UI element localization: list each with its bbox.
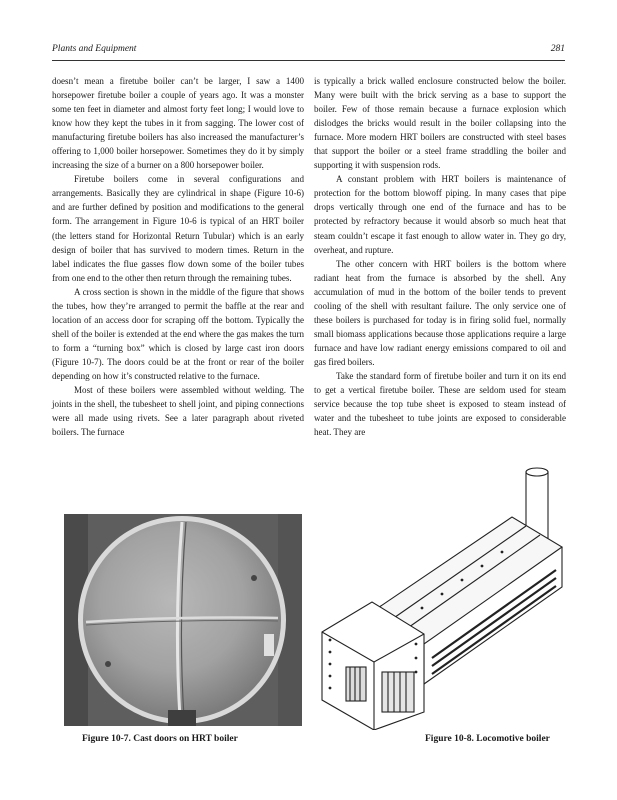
header-rule (52, 60, 565, 61)
paragraph: The other concern with HRT boilers is the bottom where radiant heat from the furnace is absorbed by the shell. Any accumulation of mud in the bottom of the boiler tends to prevent cooling of the shell with resultant failure. The only service one of these boilers is purchased for today is in firing solid fuel, normally small biomass applications because those applications require a large furnace and have low radiant energy emissions compared to oil and gas fired boilers. (314, 258, 566, 367)
figure-cast-doors-photo (64, 514, 302, 726)
page-number: 281 (550, 44, 565, 54)
paragraph: Take the standard form of firetube boiler and turn it on its end to get a vertical firetube boiler. These are seldom used for steam service because the top tube sheet is exposed to steam instead of water and the tubesheet to tube joints are exposed to considerable heat. They are (314, 370, 566, 438)
paragraph: Most of these boilers were assembled without welding. The joints in the shell, the tubesheet to shell joint, and piping connections were all made using rivets. See a later paragraph about riveted boilers. The furnace (52, 385, 304, 438)
paragraph: doesn’t mean a firetube boiler can’t be larger, I saw a 1400 horsepower firetube boiler a couple of years ago. It was a monster some ten feet in diameter and almost forty feet long; I would love to know how they kept the tubes in it from sagging. The lower cost of manufacturing firetube boilers has also increased the manufacturer’s offering to 1,000 boiler horsepower. Sometimes they do it by simply increasing the size of a burner on a 800 horsepower boiler. (52, 76, 304, 171)
paragraph: is typically a brick walled enclosure constructed below the boiler. Many were built with the brick serving as a base to support the boiler. Few of those remain because a furnace explosion which dislodges the bricks would result in the boiler collapsing into the furnace. More modern HRT boilers are constructed with steel bases that support the boiler or a steel frame straddling the boiler and supporting it with suspension rods. (314, 76, 566, 171)
figure-locomotive-boiler-drawing (312, 462, 572, 730)
figure-10-8-caption: Figure 10-8. Locomotive boiler (425, 734, 550, 744)
left-column (52, 74, 304, 439)
figure-10-7-caption: Figure 10-7. Cast doors on HRT boiler (82, 734, 238, 744)
paragraph: Firetube boilers come in several configurations and arrangements. Basically they are cylindrical in shape (Figure 10-6) and are further defined by position and modifications to the general form. The arrangement in Figure 10-6 is typical of an HRT boiler (the letters stand for Horizontal Return Tubular) which is an early design of boiler that has survived to modern times. Return in the label indicates the flue gasses flow down some of the boiler tubes from one end to the other then return through the remaining tubes. (52, 174, 304, 283)
locomotive-boiler-illustration (312, 462, 572, 730)
paragraph: A cross section is shown in the middle of the figure that shows the tubes, how they’re arranged to permit the baffle at the rear and location of an access door for scraping off the bottom. Typically the shell of the boiler is extended at the end where the gas makes the turn to form a “turning box” which is closed by large cast iron doors (Figure 10-7). The doors could be at the front or rear of the boiler depending on how it’s constructed relative to the furnace. (52, 286, 304, 381)
paragraph: A constant problem with HRT boilers is maintenance of protection for the bottom blowoff piping. In many cases that pipe drops vertically through one end of the furnace and has to be protected by refractory because it would absorb so much heat that steam couldn’t escape it fast enough to allow water in. They go dry, overheat, and rupture. (314, 174, 566, 255)
right-column (314, 74, 566, 439)
running-title: Plants and Equipment (52, 44, 137, 54)
cast-doors-illustration (64, 514, 302, 726)
running-header (52, 44, 565, 58)
